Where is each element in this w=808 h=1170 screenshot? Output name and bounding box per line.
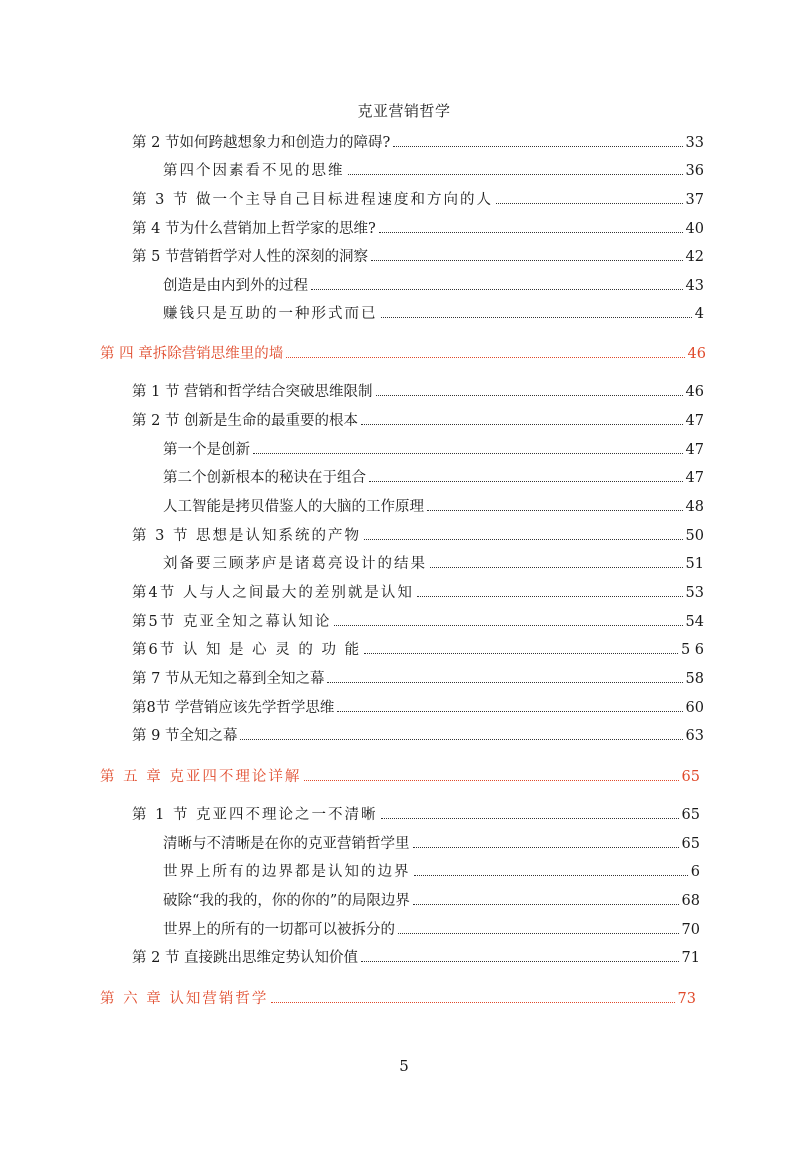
toc-entry[interactable] <box>163 860 700 882</box>
toc-entry-label: 赚钱只是互助的一种形式而已 <box>163 306 378 322</box>
toc-entry-page: 33 <box>685 135 704 151</box>
toc-entry[interactable] <box>163 302 704 324</box>
toc-entry-page: 47 <box>685 442 704 458</box>
dot-leader <box>361 424 682 425</box>
toc-entry-page: 36 <box>685 163 704 179</box>
toc-entry[interactable] <box>132 131 704 153</box>
toc-entry-page: 60 <box>685 700 704 716</box>
toc-chapter-page: 65 <box>681 769 700 785</box>
dot-leader <box>379 232 683 233</box>
toc-entry-label: 第四个因素看不见的思维 <box>163 163 345 179</box>
toc-entry-label: 第一个是创新 <box>163 442 250 458</box>
dot-leader <box>414 875 688 876</box>
dot-leader <box>371 260 683 261</box>
toc-entry-page: 46 <box>685 384 704 400</box>
toc-entry[interactable] <box>132 667 704 689</box>
toc-entry-label: 创造是由内到外的过程 <box>163 278 308 294</box>
toc-entry-label: 第 1 节 克亚四不理论之一不清晰 <box>132 807 378 823</box>
dot-leader <box>311 289 683 290</box>
dot-leader <box>381 818 679 819</box>
toc-entry-label: 第 1 节 营销和哲学结合突破思维限制 <box>132 384 373 400</box>
toc-entry-page: 53 <box>685 585 704 601</box>
toc-entry-page: 65 <box>681 807 700 823</box>
toc-entry[interactable] <box>163 552 704 574</box>
toc-entry[interactable] <box>132 638 704 660</box>
toc-entry-label: 第 5 节营销哲学对人性的深刻的洞察 <box>132 249 368 265</box>
toc-entry[interactable] <box>132 803 700 825</box>
dot-leader <box>376 395 683 396</box>
toc-entry[interactable] <box>132 524 704 546</box>
dot-leader <box>327 682 682 683</box>
toc-entry-label: 第6节 认 知 是 心 灵 的 功 能 <box>132 642 362 658</box>
toc-chapter-entry[interactable] <box>100 765 700 787</box>
toc-entry-label: 第 9 节全知之幕 <box>132 728 238 744</box>
dot-leader <box>240 739 682 740</box>
toc-entry-label: 第5节 克亚全知之幕认知论 <box>132 614 332 630</box>
dot-leader <box>413 847 679 848</box>
toc-chapter-entry[interactable] <box>100 987 696 1009</box>
toc-entry[interactable] <box>163 466 704 488</box>
toc-entry-label: 第 2 节如何跨越想象力和创造力的障碍? <box>132 135 391 151</box>
dot-leader <box>334 625 682 626</box>
toc-entry[interactable] <box>163 274 704 296</box>
toc-entry[interactable] <box>132 581 704 603</box>
toc-entry[interactable] <box>132 380 704 402</box>
toc-entry-page: 48 <box>685 499 704 515</box>
toc-entry[interactable] <box>132 696 704 718</box>
dot-leader <box>286 357 684 358</box>
dot-leader <box>361 961 678 962</box>
toc-entry-label: 清晰与不清晰是在你的克亚营销哲学里 <box>163 836 410 852</box>
dot-leader <box>271 1002 674 1003</box>
toc-chapter-page: 46 <box>687 346 706 362</box>
dot-leader <box>348 174 683 175</box>
toc-entry-label: 第 3 节 做一个主导自己目标进程速度和方向的人 <box>132 192 494 208</box>
toc-entry-label: 世界上的所有的一切都可以被拆分的 <box>163 922 395 938</box>
dot-leader <box>398 933 679 934</box>
dot-leader <box>364 653 678 654</box>
toc-entry-page: 70 <box>681 922 700 938</box>
toc-entry[interactable] <box>163 495 704 517</box>
toc-entry-label: 人工智能是拷贝借鉴人的大脑的工作原理 <box>163 499 424 515</box>
toc-entry-page: 54 <box>685 614 704 630</box>
toc-entry[interactable] <box>163 918 700 940</box>
toc-entry[interactable] <box>132 724 704 746</box>
toc-entry-page: 50 <box>685 528 704 544</box>
toc-entry-label: 第 2 节 创新是生命的最重要的根本 <box>132 413 359 429</box>
toc-chapter-label: 第 五 章 克亚四不理论详解 <box>100 769 302 785</box>
toc-entry-page: 71 <box>681 950 700 966</box>
toc-chapter-page: 73 <box>677 991 696 1007</box>
toc-entry-label: 第 4 节为什么营销加上哲学家的思维? <box>132 221 376 237</box>
toc-entry-page: 51 <box>685 556 704 572</box>
dot-leader <box>381 317 692 318</box>
dot-leader <box>393 146 682 147</box>
toc-chapter-label: 第 四 章拆除营销思维里的墙 <box>100 346 284 362</box>
toc-entry[interactable] <box>163 889 700 911</box>
toc-entry-page: 42 <box>685 249 704 265</box>
toc-entry-label: 第二个创新根本的秘诀在于组合 <box>163 470 366 486</box>
toc-chapter-entry[interactable] <box>100 342 706 364</box>
toc-entry-page: 47 <box>685 470 704 486</box>
toc-entry[interactable] <box>132 610 704 632</box>
running-header: 克亚营销哲学 <box>357 102 451 120</box>
dot-leader <box>413 904 679 905</box>
toc-entry-page: 65 <box>681 836 700 852</box>
page-number: 5 <box>399 1057 409 1075</box>
toc-entry[interactable] <box>132 946 700 968</box>
toc-entry[interactable] <box>163 438 704 460</box>
toc-entry[interactable] <box>132 245 704 267</box>
toc-entry-page: 40 <box>685 221 704 237</box>
toc-entry-label: 第 3 节 思想是认知系统的产物 <box>132 528 362 544</box>
toc-entry-page: 47 <box>685 413 704 429</box>
toc-entry[interactable] <box>132 188 704 210</box>
toc-entry-page: 58 <box>685 671 704 687</box>
toc-entry-label: 第 2 节 直接跳出思维定势认知价值 <box>132 950 359 966</box>
dot-leader <box>496 203 682 204</box>
dot-leader <box>337 711 682 712</box>
dot-leader <box>364 539 682 540</box>
toc-entry-label: 世界上所有的边界都是认知的边界 <box>163 864 411 880</box>
toc-entry-label: 第 7 节从无知之幕到全知之幕 <box>132 671 325 687</box>
dot-leader <box>253 453 683 454</box>
toc-entry-label: 第4节 人与人之间最大的差别就是认知 <box>132 585 414 601</box>
toc-entry-page: 63 <box>685 728 704 744</box>
toc-entry-label: 第8节 学营销应该先学哲学思维 <box>132 700 335 716</box>
dot-leader <box>430 567 683 568</box>
dot-leader <box>369 481 683 482</box>
toc-entry[interactable] <box>163 832 700 854</box>
toc-entry[interactable] <box>132 409 704 431</box>
dot-leader <box>417 596 683 597</box>
toc-entry-page: 37 <box>685 192 704 208</box>
toc-chapter-label: 第 六 章 认知营销哲学 <box>100 991 269 1007</box>
toc-entry-label: 刘备要三顾茅庐是诸葛亮设计的结果 <box>163 556 427 572</box>
toc-entry-label: 破除“我的我的，你的你的”的局限边界 <box>163 893 410 909</box>
dot-leader <box>427 510 683 511</box>
toc-entry[interactable] <box>132 217 704 239</box>
toc-entry[interactable] <box>163 159 704 181</box>
toc-entry-page: 6 <box>690 864 700 880</box>
toc-entry-page: 4 <box>694 306 704 322</box>
toc-entry-page: 5 6 <box>680 642 704 658</box>
toc-entry-page: 43 <box>685 278 704 294</box>
dot-leader <box>304 780 678 781</box>
toc-entry-page: 68 <box>681 893 700 909</box>
